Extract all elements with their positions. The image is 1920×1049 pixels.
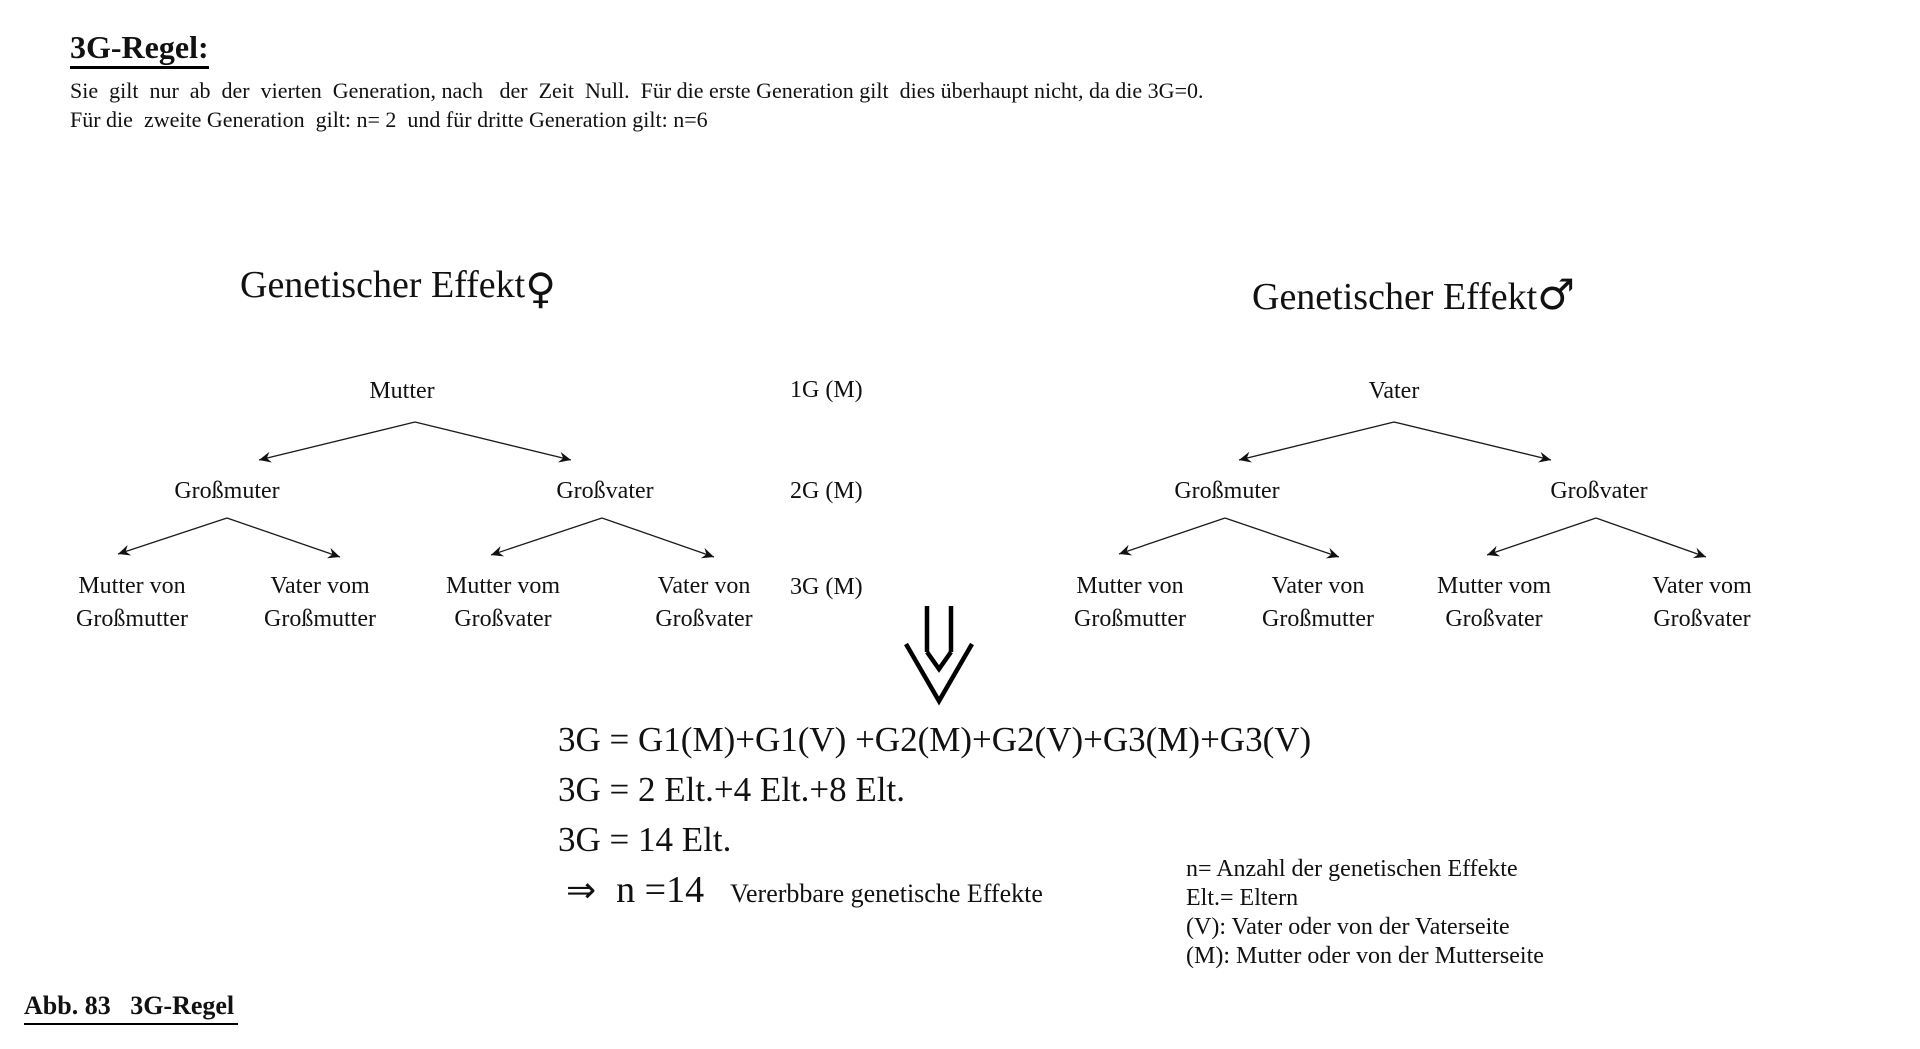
legend-line-elt: Elt.= Eltern: [1186, 885, 1299, 911]
generation-label-2g: 2G (M): [790, 478, 863, 504]
node-label-line: Mutter vom: [1437, 573, 1551, 599]
left-greatgrandparent-4: [655, 570, 752, 636]
right-grandmother-node: Großmuter: [1174, 478, 1280, 504]
female-symbol-icon: ♀: [525, 264, 556, 313]
legend: [1186, 855, 1544, 971]
legend-line-v: (V): Vater oder von der Vaterseite: [1186, 914, 1510, 940]
node-label-line: Großvater: [1653, 606, 1751, 632]
right-tree-title: [1252, 270, 1575, 319]
legend-line-n: n= Anzahl der genetischen Effekte: [1186, 856, 1518, 882]
left-greatgrandparent-3: [446, 570, 560, 636]
equation-line-1: 3G = G1(M)+G1(V) +G2(M)+G2(V)+G3(M)+G3(V): [558, 720, 1312, 759]
node-label-line: Vater vom: [1652, 573, 1752, 599]
result-value: n =14: [616, 869, 705, 911]
generation-label-3g: 3G (M): [790, 574, 863, 600]
left-greatgrandparent-1: [76, 570, 188, 636]
equation-line-2: 3G = 2 Elt.+4 Elt.+8 Elt.: [558, 770, 905, 809]
node-label-line: Großmutter: [1262, 606, 1374, 632]
intro-text-line1: Sie gilt nur ab der vierten Generation, nach der Zeit Null. Für die erste Generation gilt dies überhaupt nicht, da die 3G=0.: [70, 78, 1204, 103]
result-row: [566, 868, 1043, 912]
right-greatgrandparent-3: [1437, 570, 1551, 636]
double-down-arrow-icon: [906, 606, 972, 701]
node-label-line: Großmutter: [1074, 606, 1186, 632]
node-label-line: Mutter von: [1076, 573, 1184, 599]
figure-caption: Abb. 83 3G-Regel: [24, 991, 238, 1025]
intro-text-line2: Für die zweite Generation gilt: n= 2 und für dritte Generation gilt: n=6: [70, 107, 708, 132]
left-greatgrandparent-2: [264, 570, 376, 636]
node-label-line: Großvater: [454, 606, 552, 632]
node-label-line: Vater vom: [270, 573, 370, 599]
left-grandmother-node: Großmuter: [174, 478, 280, 504]
left-grandfather-node: Großvater: [556, 478, 654, 504]
node-label-line: Mutter vom: [446, 573, 560, 599]
right-greatgrandparent-2: [1262, 570, 1374, 636]
node-label-line: Mutter von: [78, 573, 186, 599]
left-tree-title: [240, 264, 556, 313]
left-tree-root: Mutter: [369, 378, 435, 404]
node-label-line: Großvater: [655, 606, 753, 632]
node-label-line: Großvater: [1445, 606, 1543, 632]
right-greatgrandparent-1: [1074, 570, 1186, 636]
right-greatgrandparent-4: [1652, 570, 1751, 636]
right-tree-root: Vater: [1368, 378, 1420, 404]
male-symbol-icon: ♂: [1537, 270, 1575, 319]
node-label-line: Großmutter: [264, 606, 376, 632]
equation-line-3: 3G = 14 Elt.: [558, 820, 732, 859]
node-label-line: Vater von: [657, 573, 751, 599]
left-tree-title-text: Genetischer Effekt: [240, 264, 526, 306]
right-grandfather-node: Großvater: [1550, 478, 1648, 504]
result-note: Vererbbare genetische Effekte: [730, 879, 1043, 908]
generation-label-1g: 1G (M): [790, 377, 863, 403]
legend-line-m: (M): Mutter oder von der Mutterseite: [1186, 943, 1544, 969]
page-title: 3G-Regel:: [70, 30, 209, 69]
right-tree-title-text: Genetischer Effekt: [1252, 276, 1538, 318]
node-label-line: Großmutter: [76, 606, 188, 632]
node-label-line: Vater von: [1271, 573, 1365, 599]
implies-arrow-icon: ⇒: [566, 870, 597, 911]
